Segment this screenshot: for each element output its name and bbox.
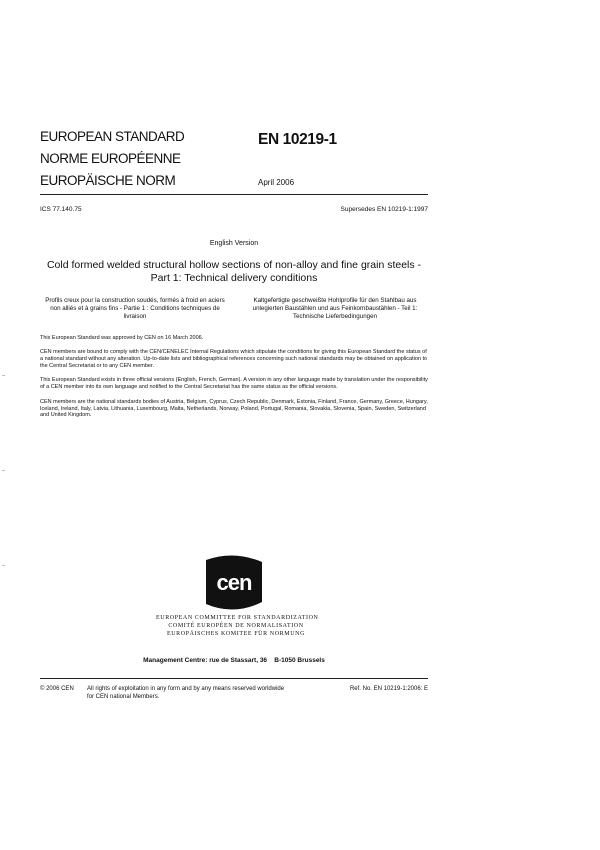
- committee-de: EUROPÄISCHES KOMITEE FÜR NORMUNG: [166, 631, 306, 637]
- supersedes-note: Supersedes EN 10219-1:1997: [340, 206, 428, 213]
- header-rule: [40, 194, 428, 195]
- document-number: EN 10219-1: [258, 131, 337, 148]
- approval-paragraph: This European Standard was approved by CEN on 16 March 2006.: [40, 335, 204, 341]
- versions-paragraph: This European Standard exists in three official versions (English, French, German). A version in any other language made by translation under the responsibility of a CEN member into its own language and notified to the Central Secretariat has the same status as the official versions.: [40, 377, 428, 391]
- reference-number: Ref. No. EN 10219-1:2006: E: [349, 686, 428, 692]
- members-paragraph: CEN members are the national standards bodies of Austria, Belgium, Cyprus, Czech Republic, Denmark, Estonia, Finland, France, Germany, Greece, Hungary, Iceland, Ireland, Italy, Latvia, Lithuania, Luxembourg, Malta, Netherlands, Norway, Poland, Portugal, Romania, Slovakia, Slovenia, Spain, Sweden, Switzerland and United Kingdom.: [40, 398, 428, 419]
- german-title: Kaltgefertigte geschweißte Hohlprofile für den Stahlbau aus unlegierten Baustählen und aus Feinkornbaustählen - Teil 1: Technische Lieferbedingungen: [252, 297, 418, 320]
- footer-rule: [40, 678, 428, 679]
- standard-line-fr: NORME EUROPÉENNE: [40, 151, 181, 166]
- copyright: © 2006 CEN: [40, 686, 74, 692]
- margin-mark: [2, 470, 5, 471]
- committee-en: EUROPEAN COMMITTEE FOR STANDARDIZATION: [156, 615, 319, 621]
- standard-line-de: EUROPÄISCHE NORM: [40, 173, 176, 188]
- svg-text:cen: cen: [216, 570, 252, 595]
- standard-line-en: EUROPEAN STANDARD: [40, 129, 185, 144]
- management-centre: Management Centre: rue de Stassart, 36 B-1050 Brussels: [143, 657, 325, 664]
- version-label: English Version: [209, 240, 259, 247]
- document-title: Cold formed welded structural hollow sections of non-alloy and fine grain steels - Part 1: Technical delivery conditions: [46, 259, 422, 284]
- committee-names: [156, 614, 319, 638]
- compliance-paragraph: CEN members are bound to comply with the CEN/CENELEC Internal Regulations which stipulate the conditions for giving this European Standard the status of a national standard without any alteration. Up-to-date lists and bibliographical references concerning such national standards may be obtained on application to the Central Secretariat or to any CEN member.: [40, 349, 428, 370]
- cen-logo-icon: [206, 554, 262, 610]
- committee-fr: COMITÉ EUROPÉEN DE NORMALISATION: [168, 623, 304, 629]
- margin-mark: [2, 565, 5, 566]
- ics-code: ICS 77.140.75: [40, 206, 82, 213]
- rights-statement: All rights of exploitation in any form and by any means reserved worldwide for CEN national Members.: [87, 686, 285, 700]
- publication-date: April 2006: [258, 178, 295, 187]
- french-title: Profils creux pour la construction soudés, formés à froid en aciers non alliés et à grains fins - Partie 1 : Conditions techniques de livraison: [45, 297, 225, 320]
- margin-mark: [2, 375, 5, 376]
- body-text: [40, 335, 428, 427]
